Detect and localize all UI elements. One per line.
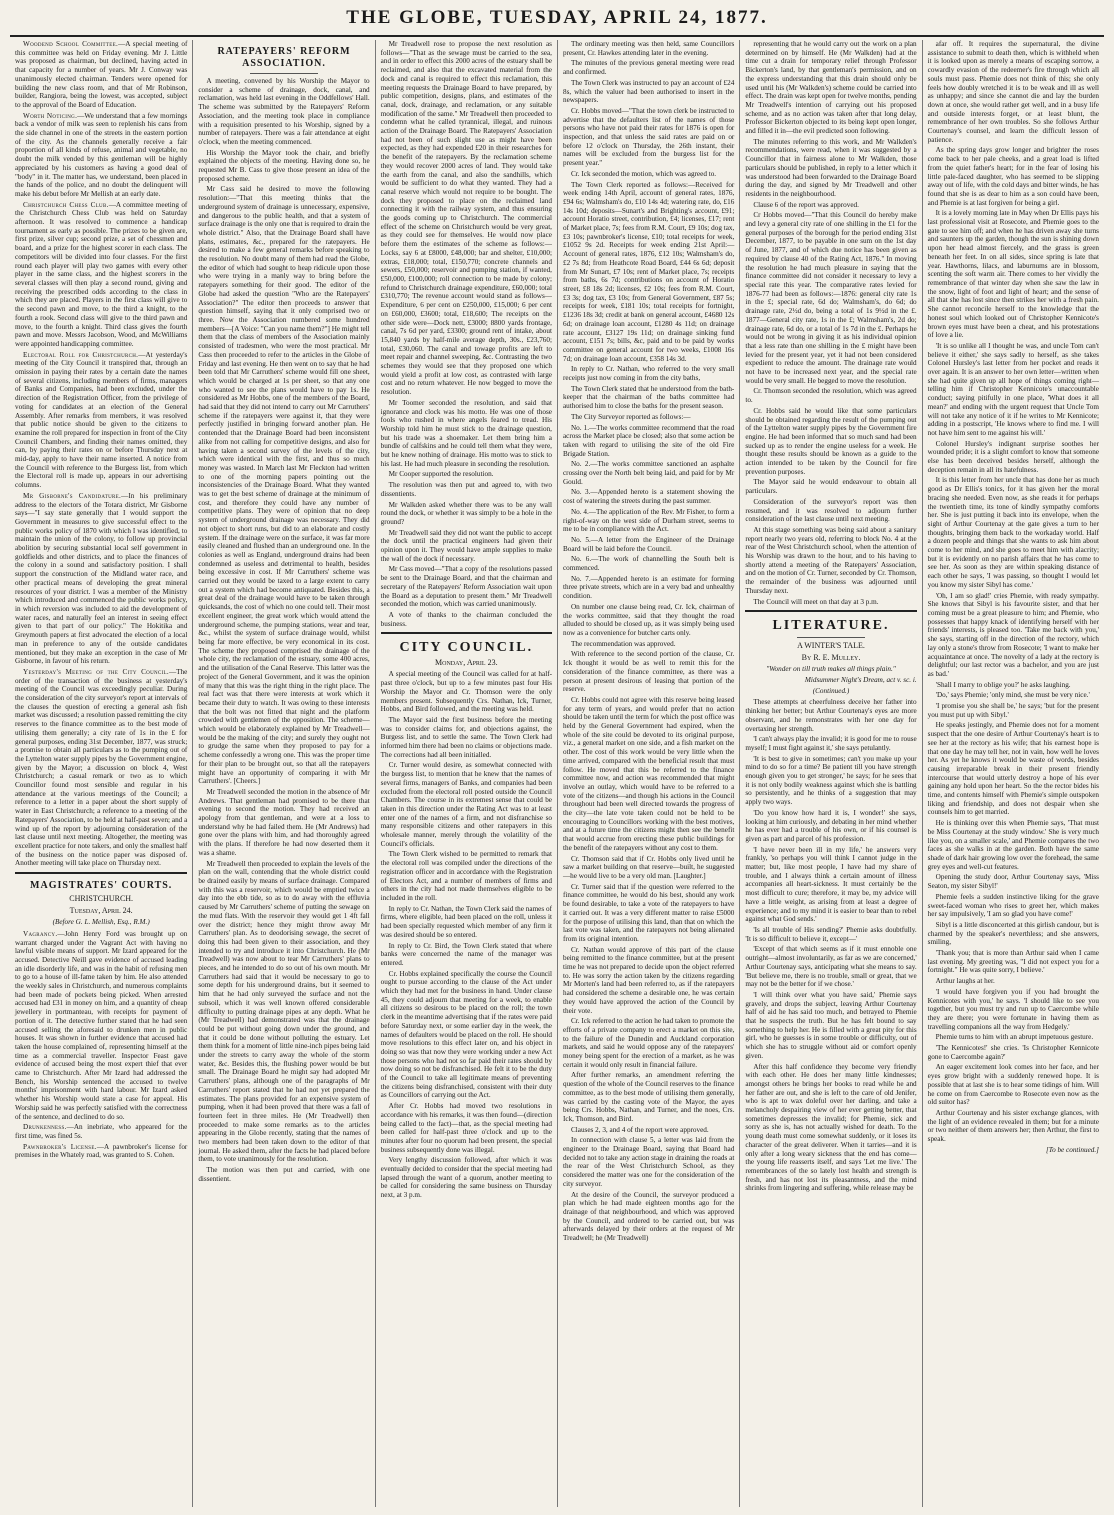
article-body: —John Henry Ford was brought up on warrant charged under the Vagrant Act with having no lawful visible means of support. Mr Izard appeared for the accused. Detective Neill gave evidence of accused leading an idle disorderly life, and was in the habit of refusing men to go to a house of ill-fame taken by him. He also attended the weekly sales in Christchurch, and numerous complaints had been made of pockets being picked. When arrested accused had £31 in money on him, and a quantity of cheap jewellery in portmanteau, with receipts for payment of portion of it. The detective further stated that he had seen accused selling the aforesaid to drunken men in public houses. It was shown in further evidence that accused had taken the house complained of, representing himself at the time as a commercial traveller. Inspector Feast gave evidence of accused being the most expert thief that ever came to Christchurch. After Mr Izard had addressed the Bench, his Worship sentenced the accused to twelve months' imprisonment with hard labour. Mr Izard asked whether his Worship would state a case for appeal. His Worship said he was perfectly satisfied with the correctness of the sentence, and declined to do so. bbox=[15, 929, 188, 1121]
paragraph: Cr. Hobbs moved—"That the town clerk be instructed to advertise that the defaulters list of the names of those persons who have not paid their rates for 1876 is open for inspection, and that unless the said rates are paid on or before 12 o'clock on Thursday, the 26th instant, their names will be excluded from the burgess list for the present year." bbox=[562, 106, 735, 168]
paragraph: Phemie feels a sudden instinctive liking for the grave sweet-faced woman who rises to greet her, which makes her say impulsively, 'I am so glad you have come!' bbox=[927, 892, 1099, 919]
article-drunkenness bbox=[15, 1123, 187, 1140]
masthead: THE GLOBE, TUESDAY, APRIL 24, 1877. bbox=[10, 6, 1104, 37]
paragraph: After this half confidence they become very friendly with each other. He does her many little kindnesses; amongst others he brings her books to read while he and her father are out, and she is left to the care of old Jenifer, who is apt to wax doleful over her darling, and take a melancholy despairing view of her ever getting better, that sometimes depresses the invalid; for Phemie, sick and sorry as she is, has not actually wished for death. To the young death must come somewhat suddenly, or it loses its character of the great deliverer. When it tarries—and it is only after a long weary sickness that the end has come—the young life reasserts itself, and says 'Let me live.' The remembrances of the so lately lost health and strength is fresh, and has not lost its pleasantness, and the mind shrinks from lingering and suffering, while release may be bbox=[745, 1062, 917, 1193]
article-gisborne bbox=[15, 492, 187, 666]
court-date: Tuesday, April 24. bbox=[69, 906, 133, 916]
paragraph: No. 1.—The works committee recommend that the road across the Market place be closed; also that some action be taken with regard to utilising the site of the old Fire Brigade Station. bbox=[562, 423, 735, 458]
paragraph: 'I have never been ill in my life,' he answers very frankly, 'so perhaps you will think I cannot judge in the matter; but, like most people, I have had my share of trouble, and I always think a certain amount of illness accompanies all heart-sickness. It must certainly be the most difficult to cure; therefore, it may be, my advice will have a little weight, as arising from at least a degree of experience; and to my mind it is easier to bear than to rebel against what God sends.' bbox=[745, 845, 917, 924]
article-city-council-meeting bbox=[15, 668, 187, 868]
paragraph: Cr. Hobbs could not agree with this reserve being leased for any term of years, and would prefer that no action should be taken until the term for which the post office was held by the General Government had expired, when the whole of the site could be devoted to its original purpose, viz., a general market on one side, and a fish market on the other. The cost of this work would be very little when the time arrived, compared with the beneficial result that must follow. He moved that this be referred to the finance committee now, and action was recommended that might involve an outlay, which would have to be referred to a vote of the citizens—and though his actions in the Council throughout had been well directed towards the progress of the city—the late vote taken could not be held to be encouraging to Councillors working with the best motives, and at a future time the citizens might then see the benefit that would accrue from erecting these public buildings for the benefit of the ratepayers without any cost to them. bbox=[562, 695, 735, 852]
article-lead: Christchurch Chess Club. bbox=[23, 200, 109, 209]
paragraph: A special meeting of the Council was called for at half-past three o'clock, but up to a few minutes past four His Worship the Mayor and Cr. Thomson were the only members present. Subsequently Crs. Nathan, Ick, Turner, Hobbs, and Bird followed, and the meeting was held. bbox=[380, 670, 552, 714]
paragraph: Opening the study door, Arthur Courtenay says, 'Miss Seaton, my sister Sibyl!' bbox=[927, 873, 1099, 891]
paragraph: Colonel Hursley's indignant surprise soothes her wounded pride; it is a slight comfort to know that someone else has been deceived besides herself, although the deception remain in all its hatefulness. bbox=[927, 439, 1099, 474]
paragraph: In reply to Cr. Nathan, who referred to the very small receipts just now coming in from the city baths, bbox=[562, 365, 735, 383]
paragraph: The recommendation was approved. bbox=[570, 639, 676, 648]
paragraph: Mr Cass said he desired to move the following resolution:—"That this meeting thinks that the underground system of drainage is unnecessary, expensive, and dangerous to the public health, and that a system of surface drainage is the only one that is required to drain the whole district." Also, that the Drainage Board shall have plans, estimates, &c., prepared for the ratepayers. He desired to make a few general remarks before speaking to the resolution. No doubt many of them had read the Globe, the editor of which had sought to heap ridicule upon those who were trying in a manly way to bring before the ratepayers something for their good. The editor of the Globe had asked the question "Who are the Ratepayers' Association?" The editor then proceeds to answer that question himself, saying that it only comprised two or three. Now the Association numbered some hundred members—[A Voice: "Can you name them?"] He might tell them that the class of members of the Association mainly consisted of tradesmen, who were the most practical. Mr Cass then proceeded to refer to the articles in the Globe of Friday and last evening. He then went on to say that he had been told that Mr Carruthers' scheme would fill one sheet, which would be charged at 1s per sheet, so that any one who wanted to see the plans would have to pay 1s. He considered as Mr Hobbs, one of the members of the Board, had said that they did not intend to carry out Mr Carruthers' scheme if the ratepayers were against it, that they were perfectly justified in bringing forward another plan. He contended that the Drainage Board had been inconsistent alike from not calling for competitive designs, and also for having taken a second survey of the levels of the city, which were identical with the first, and thus so much money was wasted. In March last Mr Fleckton had written to one of the morning papers pointing out the inconsistencies of the Drainage Board. What they wanted was to get the best scheme of drainage at the minimum of cost, and therefore they could have any number of competitive plans. They were of opinion that no deep system of underground drainage was necessary. They did not object to short runs, but did to an elaborate and costly system. If the drainage were on the surface, it was far more easily cleaned and flushed than an underground one. In the colonies as well as England, underground drains had been condemned as useless and detrimental to health, besides being excessive in cost. If Mr Carruthers' scheme was carried out they would be taxed to a large extent to carry out a system which had become antiquated. Besides this, a great deal of the drainage would have to be taken through quicksands, the cost of which no one could tell. Their most excellent engineer, the great work which would attend the underground scheme, the pumping stations, wear and tear, &c., whilst the system of surface drainage would, whilst being far more effective, be very economical in its cost. The scheme they proposed comprised the drainage of the whole city, the reclamation of the estuary, some 400 acres, and the utilisation of the Canal Reserve. This latter was the project of the General Government, and it was the opinion of many that this was the right thing in the right place. The real fact was that there were interests at work which it became their duty to watch. It was owing to these interests that the bolt was not fitted that night and the platform crowded with gentlemen of the opposition. The scheme—which would be elaborately explained by Mr Treadwell—would be the making of the city; and surely they ought not to grudge the same when they proposed to pay for a scheme confessedly a wrong one. This was the proper time for their plan to be brought out, so that all the ratepayers might have an opportunity of comparing it with Mr Carruthers'. [Cheers.] bbox=[198, 185, 370, 786]
article-worth-noticing bbox=[15, 112, 187, 199]
paragraph: No. 5.—A letter from the Engineer of the Drainage Board will be laid before the Council. bbox=[562, 535, 735, 553]
section-rule bbox=[745, 610, 916, 612]
paragraph: 'I would have forgiven you if you had brought the Kennicotes with you,' he says. 'I should like to see you together, but you must try and run up to Caercombe while they are there; you were fortunate in having them as travelling companions all the way from Hedgely.' bbox=[927, 987, 1099, 1031]
paragraph: 'Except of that which seems as if it must ennoble one outright—almost involuntarily, as far as we are concerned,' Arthur Courtenay says, anticipating what she means to say. 'But believe me, there is no trouble, small or great, that we may not be the better for if we chose.' bbox=[745, 945, 917, 989]
heading-ratepayers-reform: RATEPAYERS' REFORM ASSOCIATION. bbox=[217, 46, 351, 69]
article-body: —In his preliminary address to the electors of the Totara district, Mr Gisborne says—"I say state generally that I would support the Government in measures to give successful effect to the public works policy of 1870 with which I was identified, to maintain the union of the colony, to follow up provincial abolition by securing substantial local self government in goldfields and other districts, and to place the finances of the colony in a sound and satisfactory position. I shall support the construction of the Midland water race, and other practical means of developing the great mineral resources of your district. I was a member of the Ministry which introduced and commenced the public works policy, in which reversion was included to aid the development of water races, and naturally feel an interest in seeing effect given to that part of our policy." The Hokitika and Greymouth papers at first advocated the election of a local man in preference to any of the outside candidates mentioned, but they make an exception in the case of Mr Gisborne, in favour of his return. bbox=[15, 491, 188, 666]
article-lead: Mr Gisborne's Candidature. bbox=[23, 491, 122, 500]
article-body: —The order of the transaction of the business at yesterday's meeting of the Council was exceedingly peculiar. During the consideration of the city surveyor's report at intervals of the clauses the question of erecting a general ash fish market was discussed; a resolution passed remitting the city reserves to the finance committee as to the best mode of utilising them generally; a city rate of 1s in the £ for general purposes, ending 31st December, 1877, was struck; a promise to obtain all particulars as to the pumping out of the Lyttelton water supply pipes by the Government engine, given by the Mayor; a discussion on block 4, West Christchurch; a casual remark or two as to which Councillor found most sensible and regular in his attendance at the various meetings of the Council; a reference to a letter in a paper about the short supply of water in East Christchurch; a reference to a meeting of the Ratepayers' Association, to be held at half-past seven; and a wind up of the report by adjourning consideration of the last clause until next meeting. Altogether, the meeting was excellent practice for note takers, and only the smallest half of the business on the notice paper was disposed of. Another meeting will take place on Thursday next. bbox=[15, 667, 188, 868]
heading-rule bbox=[250, 73, 319, 74]
paragraph: After Cr. Hobbs had moved two resolutions in accordance with his remarks, it was then found—(direction being called to the fact)—that, as the special meeting had been called for half-past three o'clock and up to the minutes after four no quorum had been present, the special business subsequently done was illegal. bbox=[380, 1102, 552, 1154]
paragraph: A meeting, convened by his Worship the Mayor to consider a scheme of drainage, dock, canal, and reclamation, was held last evening in the Oddfellows' Hall. The scheme was submitted by the Ratepayers' Reform Association, and the meeting took place in compliance with a requisition presented to his Worship, signed by a number of ratepayers. There was a fair attendance at eight o'clock, when the meeting commenced. bbox=[198, 77, 370, 146]
columns bbox=[10, 40, 1104, 1507]
paragraph: The City Surveyor reported as follows:— bbox=[570, 412, 691, 421]
paragraph: Cr. Turner said that if the question were referred to the finance committee, he would do his best, should any work be found desirable, to take a vote of the ratepayers to have it carried out. It was a very different matter to raise £5000 for the purpose of utilising this land, than that on which the last vote was taken, and the ratepayers not being alienated from its original intention. bbox=[562, 882, 735, 943]
paragraph: After further remarks, an amendment referring the question of the whole of the Council reserves to the finance committee, as to the best mode of utilising them generally, was carried by the casting vote of the Mayor, the ayes being Crs. Hobbs, Nathan, and Turner, and the noes, Crs. Ick, Thomson, and Bird. bbox=[562, 1071, 735, 1123]
paragraph: representing that he would carry out the work on a plan determined on by himself. He (Mr Walkden) had at the time cut a drain for temporary relief through Professor Bickerton's land, by that gentleman's permission, and on the express understanding that this drain should only be used until his (Mr Walkden's) scheme could be carried into effect. The drain was kept open for twelve months, pending Mr Treadwell's intention of carrying out his proposed scheme, and as no action was taken after that long delay, Professor Bickerton objected to its being kept open longer, and filled it in—the evil predicted soon following. bbox=[745, 40, 917, 136]
paragraph: 'It is so unlike all I thought he was, and uncle Tom can't believe it either,' she says sadly to herself, as she takes Colonel Hursley's last letter from her pocket and reads it over again. It is an answer to her own letter—written when she had quite given up all hope of things coming right—telling him if Christopher Kennicote's unaccountable conduct; saying pitifully in one place, 'What does it all mean?' and ending with the urgent request that Uncle Tom will not take any notice of it if he writes to Mr Kennicote; adding in a postscript, 'He knows where to find me. I will not have him sent to me against his will.' bbox=[927, 341, 1099, 437]
paragraph: His Worship the Mayor took the chair, and briefly explained the objects of the meeting. Having done so, he requested Mr B. Cass to give those present an idea of the proposed scheme. bbox=[198, 148, 370, 183]
paragraph: No. 2.—The works committee sanctioned an asphalte crossing over the North belt being laid, and paid for by Mr Gould. bbox=[562, 460, 735, 486]
paragraph: Phemie turns to him with an abrupt impetuous gesture. bbox=[935, 1033, 1094, 1042]
article-lead: Electoral Roll for Christchurch. bbox=[23, 350, 139, 359]
article-body: —An inebriate, who appeared for the first time, was fined 5s. bbox=[15, 1123, 188, 1140]
story-title: A WINTER'S TALE. bbox=[797, 641, 865, 651]
article-lead: Pawnbroker's License. bbox=[23, 1142, 97, 1151]
paragraph: With reference to the second portion of the clause, Cr. Ick thought it would be as well to remit this for the consideration of the finance committee, as there was a person at present desirous of leasing that portion of the reserve. bbox=[562, 650, 735, 694]
paragraph: Cr. Thomson seconded the resolution, which was agreed to. bbox=[745, 387, 917, 405]
continued-note: (Continued.) bbox=[812, 686, 850, 695]
article-body: —A special meeting of this committee was held on Friday evening. Mr J. Little was proposed as chairman, but declined, having acted in that capacity for a number of years. Mr J. Conway was unanimously elected chairman. Tenders were opened for building the new class room, and that of Mr Robinson, builder, Rangiora, being the lowest, was accepted, subject to the approval of the Board of Education. bbox=[15, 40, 188, 109]
paragraph: 'Shall I marry to oblige you?' he asks laughing. bbox=[935, 680, 1071, 689]
column-1 bbox=[10, 40, 192, 1507]
paragraph: 'I will think over what you have said,' Phemie says gravely, and drops the subject, leaving Arthur Courtenay half of aid he has said too much, and betrayed to Phemie that he suspects the truth. But he has felt bound to say something to help her. He is filled with a great pity for this girl, who he guesses is in some trouble or difficulty, out of which she has to struggle without aid or comfort openly given. bbox=[745, 990, 917, 1060]
paragraph: Mr Treadwell seconded the motion in the absence of Mr Andrews. That gentleman had promised to be there that evening to second the motion. They had received an apology from that gentleman, and were at a loss to understand why he had failed them. He (Mr Andrews) had gone over the plans with him, and had thoroughly agreed with the plans. If therefore he had now deserted them it was a shame. bbox=[198, 787, 370, 857]
article-lead: Drunkenness. bbox=[23, 1123, 67, 1132]
paragraph: The resolution was then put and agreed to, with two dissentients. bbox=[380, 481, 552, 498]
paragraph: Mr Treadwell rose to propose the next resolution as follows—"That as the sewage must be carried to the sea, and in order to effect this 2000 acres of the estuary shall be reclaimed, and also that the excavated material from the dock and canal is required to effect this reclamation, this meeting requests the Drainage Board to have prepared, by public competition, designs, plans, and estimates of the canal, dock, drainage, and reclamation, or any suitable modification of the same." Mr Treadwell then proceeded to condemn what he called tyrannical, illegal, and ruinous action of the Drainage Board. The Ratepayers' Association had not been of such slight use as might have been expected, as they had expended £20 in their researches for the benefit of the ratepayers. By the reclamation scheme they would recover 2000 acres of land. They would take the earth from the canal, and also the sandhills, which would be sufficient to do what they wanted. They had a canal reserve which would not require to be bought. The dock they proposed to place on the reclaimed land connecting it with the railway system, and thus ensuring the goods coming up to Christchurch. The commercial effect of the scheme on Christchurch would be very great, as they could see for themselves. He would now place before them the estimates of the scheme as follows:—Locks, say 6 at £8000, £48,000; bar and shelter, £10,000; extras, £18,000; total, £150,770; concrete channels and sewers, £50,000; reservoir and pumping station, if wanted, £50,000, £100,000; roll connection to be made by colony; refund to Christchurch drainage expenditure, £60,000; total £310,770; The revenue account would stand as follows—Expenditure, 6 per cent on £250,000, £15,000; 6 per cent on £60,000, £3600; total, £18,600; The receipts on the other side were—Dock nett, £3000; 8800 yards frontage, canal, 7s 6d per yard, £3300; ground rent of intake, about 15,840 yards by half-mile average depth, 30s., £23,760; total, £30,060. The canal and towage profits are left to meet repair and channel sweeping, &c. Contrasting the two schemes they would see that they proposed one which would yield a profit at low cost, as contrasted with large cost and no return whatever. He now begged to move the resolution. bbox=[380, 40, 552, 397]
heading-magistrates-courts: MAGISTRATES' COURTS. bbox=[30, 880, 173, 892]
paragraph: Mr Cass moved—"That a copy of the resolutions passed be sent to the Drainage Board, and that the chairman and secretary of the Ratepayers' Reform Association wait upon the Board as a deputation to present them." Mr Treadwell seconded the motion, which was carried unanimously. bbox=[380, 565, 552, 609]
court-bench: (Before G. L. Mellish, Esq., R.M.) bbox=[52, 918, 150, 927]
paragraph: These attempts at cheerfulness deceive her father into thinking her better; but Arthur Courtenay's eyes are more observant, and he remonstrates with her one day for overtaxing her strength. bbox=[745, 698, 917, 733]
article-woodend-school bbox=[15, 40, 187, 110]
paragraph: The Town Clerk was instructed to pay an account of £24 8s, which the valuer had been authorised to insert in the newspapers. bbox=[562, 78, 735, 105]
to-be-continued: [To be continued.] bbox=[1045, 1145, 1099, 1154]
paragraph: Cr. Turner would desire, as somewhat connected with the burgess list, to mention that he knew that the names of several firms, managers of Banks, and companies had been excluded from the electoral roll posted outside the Council Chambers. The course in its extremest sense that could be taken in this direction under the Rating Act was to at least enter one of the names of a firm, and not disfranchise so many responsible citizens and other ratepayers in this wholesale manner, merely through the volatility of the Council's officials. bbox=[380, 761, 552, 848]
section-rule bbox=[15, 872, 187, 874]
paragraph: The Town Clerk stated that he understood from the bath-keeper that the chairman of the baths committee had authorised him to close the baths for the present season. bbox=[562, 384, 735, 411]
paragraph: No. 3.—Appended hereto is a statement showing the cost of watering the streets during the past summer. bbox=[562, 488, 735, 506]
paragraph: Mr Walkden asked whether there was to be any wall round the dock, or whether it was simply to be a hole in the ground? bbox=[380, 500, 552, 526]
paragraph: As the spring days grow longer and brighter the roses come back to her pale cheeks, and a great load is lifted from the quiet father's heart; for in the fear of losing his little pale-faced daughter, who has seemed to be slipping away out of life, with the cold days and bitter winds, he has found that she is as dear to him as a son could have been, and Phemie is at last forgiven for being a girl. bbox=[927, 146, 1099, 207]
paragraph: In reply to Cr. Nathan, the Town Clerk said the names of firms, where eligible, had been placed on the roll, unless it had been specially requested which member of any firm it was desired should be so entered. bbox=[380, 904, 552, 939]
subheading-christchurch: CHRISTCHURCH. bbox=[69, 894, 134, 904]
paragraph: Clause 6 of the report was approved. bbox=[753, 200, 859, 209]
column-2 bbox=[192, 40, 374, 1507]
paragraph: Cr. Ick referred to the action he had taken to promote the efforts of a private company to erect a market on this site, to the failure of the Dunedin and Auckland corporation markets, and said he would oppose any of the ratepayers' money being spent for the erection of a market, as he was certain it would only result in financial failure. bbox=[562, 1017, 735, 1069]
paragraph: The Mayor said the first business before the meeting was to consider claims for, and objections against, the Burgess list, and to settle the same. The Town Clerk had informed him there had been no claims or objections made. The corrections had all been initialled. bbox=[380, 715, 552, 759]
paragraph: He is thinking over this when Phemie says, 'That must be Miss Courtenay at the study window.' She is very much like you, on a smaller scale,' and Phemie compares the two faces as she walks in at the garden. Both have the same shade of dark hair growing low over the forehead, the same grey eyes and well-cut features. bbox=[927, 819, 1099, 871]
article-vagrancy bbox=[15, 930, 187, 1121]
paragraph: afar off. It requires the supernatural, the divine assistance to submit to death then, which is withheld when it is looked upon as merely a means of escaping sorrow, a cowardly evasion of the redeemer's fire through which all souls must pass. Phemie does not think of this; she only feels how doubly wretched it is to be weak and ill as well as unhappy; and since she cannot die and lay the burden down at once, she would rather get well, and in a busy life and outside interests forget, or at least blunt, the remembrance of her own troubles. So she follows Arthur Courtenay's counsel, and learn the difficult lesson of patience. bbox=[927, 40, 1099, 144]
article-chess-club bbox=[15, 201, 187, 349]
article-body: —A committee meeting of the Christchurch Chess Club was held on Saturday afternoon. It was resolved to commence a handicap tournament as early as possible. The prizes to be given are, first prize, silver cup; second prize, a set of chessmen and board, and a prize for the highest scorer in each class. The competitors will be divided into four classes. For the first round each player will play two games with every other player in the same class, and the highest scorers in the several classes will then play a second round, giving and receiving the prescribed odds according to the class in which they are placed. Players in the first class will give to the second pawn and move, to the third a knight, to the fourth a rook. Second class will give to the third pawn and move, to the fourth a knight. Third class gives the fourth pawn and move. Messrs Jacobson, Wood, and McWilliams were appointed handicapping committee. bbox=[15, 200, 188, 348]
column-6 bbox=[922, 40, 1104, 1507]
paragraph: The Town Clerk wished to be permitted to remark that the electoral roll was compiled under the directions of the registration officer and in accordance with the Registration of Electors Act, and a number of members of firms and others in the city had not made themselves eligible to be included in the roll. bbox=[380, 850, 552, 902]
paragraph: The Mayor said he would endeavour to obtain all particulars. bbox=[745, 478, 917, 496]
paragraph: 'It is best to give in sometimes; can't you make up your mind to do so for a time? Be patient till you have strength enough given you to get stronger,' he says; for he sees that it is not only bodily weakness against which she is battling so persistently, and he thinks of a suggestion that may apply two ways. bbox=[745, 754, 917, 807]
paragraph: 'I promise you she shall be,' he says; 'but for the present you must put up with Sibyl.' bbox=[927, 702, 1099, 719]
column-3 bbox=[375, 40, 557, 1507]
paragraph: Cr. Thomson said that if Cr. Hobbs only lived until he saw a market building on that reserve—built, he suggested—he would live to be a very old man. [Laughter.] bbox=[562, 854, 735, 880]
paragraph: In reply to Cr. Bird, the Town Clerk stated that where banks were concerned the name of the manager was entered. bbox=[380, 941, 552, 967]
paragraph: Cr Hobbs moved—"That this Council do hereby make and levy a general city rate of one shilling in the £1 for the general purposes of the borough for the period ending 31st December, 1877, to be payable in one sum on the 1st day of June, 1877, and of which due notice has been given as required by clause 40 of the Rating Act, 1876." In moving the resolution he had much pleasure in saying that the finance committee did not consider it necessary to levy a special rate this year. The comparative rates levied for 1876-77 had been as follows:—1876: general city rate 1s in the £; special rate, 6d do; Walmsham's, do 6d; do drainage rate, 2½d do, being a total of 1s 9½d in the £. 1877—General city rate, 1s in the £; Walmsham's, 2d do; drainage rate, 6d do, or a total of 1s 7d in the £. Perhaps he would not be wrong in giving it as his individual opinion that a less rate than one shilling in the £ might have been levied for the present year, yet it had not been considered expedient to reduce the amount. The drainage rate would not have to be increased next year, and the special rate would be very small. He begged to move the resolution. bbox=[745, 211, 917, 385]
article-lead: Worth Noticing. bbox=[23, 111, 78, 120]
column-4 bbox=[557, 40, 739, 1507]
paragraph: Arthur Courtenay and his sister exchange glances, with the light of an evidence revealed in them; but for a minute or two neither of them answers her; then Arthur, the first to speak. bbox=[927, 1108, 1099, 1144]
paragraph: A vote of thanks to the chairman concluded the business. bbox=[380, 611, 552, 628]
paragraph: Cr. Hobbs explained specifically the course the Council ought to pursue according to the clause of the Act under which they had met for the business in hand. Under clause 45, they could adjourn that meeting for a week, to enable all citizens so desirous to be placed on the roll; the town clerk in the meantime advertising that if the rates were paid before Saturday next, or some earlier day in the week, the names of defaulters would be placed on the roll. He should move resolutions to this effect later on, and his object in doing so was that now they were working under a new Act those persons who had not so far paid their rates should by now doing so not be disfranchised. He felt it to be the duty of the Council to take all legitimate means of preventing the citizens being disfranchised, consistent with their duty as Councillors of carrying out the Act. bbox=[380, 969, 552, 1100]
paragraph: Sibyl is a little disconcerted at this girlish candour, but is charmed by the speaker's neverthless; and she answers, smiling, bbox=[927, 920, 1099, 947]
paragraph: At the desire of the Council, the surveyor produced a plan which he had made eighteen months ago for the drainage of that neighbourhood, and which was approved by the Council, and ordered to be carried out, but was afterwards delayed by their orders at the request of Mr Treadwell; he (Mr Treadwell) bbox=[562, 1190, 735, 1243]
story-byline: By R. E. Mulley. bbox=[801, 653, 861, 663]
paragraph: 'Do,' says Phemie; 'only mind, she must be very nice.' bbox=[935, 691, 1090, 700]
paragraph: In connection with clause 5, a letter was laid from the engineer to the Drainage Board, saying that Board had decided not to take any action stage in draining the roads at the rear of the West Christchurch School, as they considered the matter was one for the consideration of the city surveyor. bbox=[562, 1136, 735, 1188]
epigraph-source: Midsummer Night's Dream, act v. sc. i. bbox=[804, 676, 917, 684]
article-body: —A pawnbroker's license for premises in the Whately road, was granted to S. Cohen. bbox=[15, 1142, 188, 1160]
paragraph: No. 4.—The application of the Rev. Mr Fisher, to form a right-of-way on the west side of Durham street, seems to me to be in compliance with the Act. bbox=[562, 507, 735, 534]
paragraph: Mr Treadwell said they did not want the public to accept the dock until the practical engineers had given their opinion upon it. They would have ample supplies to make the wall of the dock if necessary. bbox=[380, 528, 552, 563]
paragraph: It is a lovely morning late in May when Dr Ellis pays his last professional visit at Rosecote, and Phemie goes to the gate to see him off; and when he has driven away she turns and saunters up the garden, though the sun is shining down upon her head almost fiercely, and the grass is green beneath her feet. In on all sides, since spring is late that year. Hawthorns, lilacs, and laburnums are in blossom, scenting the soft warm air. There comes to her vividly the remembrance of that winter day when she saw the law in the snow, light of foot and light of heart; and the sense of all that she has lost since then strikes her with a fresh pain. She cannot reconcile herself to the knowledge that the honest soul which looked out of Christopher Kennicote's brown eyes must have been a cheat, and his protestations of love a lie. bbox=[927, 209, 1099, 340]
article-lead: Vagrancy. bbox=[23, 929, 58, 938]
paragraph: Consideration of the surveyor's report was then resumed, and it was resolved to adjourn further consideration of the last clause until next meeting. bbox=[745, 497, 917, 524]
paragraph: Clauses 2, 3, and 4 of the report were approved. bbox=[570, 1125, 709, 1134]
story-epigraph: "Wonder on till truth makes all things plain." bbox=[766, 665, 896, 674]
paragraph: 'I can't always play the invalid; it is good for me to rouse myself; I must fight against it,' she says petulantly. bbox=[745, 735, 917, 752]
article-lead: Woodend School Committee. bbox=[23, 40, 119, 48]
paragraph: He speaks jestingly, and Phemie does not for a moment suspect that the one desire of Arthur Courtenay's heart is to see her at the rectory as his wife; that his earnest hope is that one day he may tell her, not in vain, how well he loves her. As yet he knows it would be waste of words, besides causing irreparable break in their present friendly intercourse that would utterly destroy a hope of his ever gaining any hold upon her heart. So the the rector bides his time, and contents himself with Phemie's simple outspoken liking and friendship, and does not despair when she counsels him to get married. bbox=[927, 721, 1099, 817]
article-body: —We understand that a few mornings back a vendor of milk was seen to replenish his cans from the side channel in one of the streets in the eastern portion of the city. As the channels generally receive a fair proportion of all kinds of refuse, animal and vegetable, no doubt the milk vended by this gentleman will be highly appreciated by his customers as having a good deal of "body" in it. The matter has, we understand, been placed in the hands of the police, and no doubt the delinquent will make his debut before Mr Mellish at an early date. bbox=[15, 111, 188, 198]
paragraph: Mr Cooper supported the resolution. bbox=[388, 470, 494, 479]
paragraph: It is this letter from her uncle that has done her as much good as Dr Ellis's tonics, for it has given her the moral bracing she needed. Even now, as she reads it for perhaps the twentieth time, its tone of kindly sympathy comforts her. She is just putting it back into its envelope, when the sight of Arthur Courtenay at the gate gives a turn to her thoughts, bringing them back to the workaday world. Half a dozen people and things that she wants to ask him about come to her mind, and she goes to meet him with alacrity; but it is evidently on no parish affairs that he has come to see her. As soon as they are within speaking distance of each other he says, 'I was passing, so thought I would let you know my sister Sibyl has come.' bbox=[927, 476, 1099, 589]
paragraph: Arthur laughs at her. bbox=[935, 977, 995, 986]
paragraph: Mr Treadwell then proceeded to explain the levels of the plan on the wall, contending that the whole district could be drained easily by means of surface drainage. Compared with this was a reservoir, which would be emptied twice a day into the ebb tide, so as to do away with the effluvia caused by Mr Carruthers' scheme of putting the sewage on the mud flats. With the reservoir they would get 1 4ft fall over the district; hence they might throw away Mr Carruthers' plan. As to deodorising sewage, the secret of doing this had been given to their association, and they intended to try and introduce it into Christchurch. He (Mr Treadwell) was now about to tear Mr Carruthers' plans to pieces, and he intended to do so out of his own mouth. Mr Carruthers had said that it would be necessary to go to some depth for his underground drains, but it seemed to him that he had only surveyed the surface and not the subsoil, which it was well known offered considerable difficulty to putting drainage pipes at any depth. What he (Mr Treadwell) had demonstrated was that the drainage could be put without going down under the ground, and that it could be done without polluting the estuary. Let them think for a moment of little nine-inch pipes being laid under the streets to carry away the whole of the storm water, &c. Besides this, the flushing power would be but small. The Drainage Board he might say had adopted Mr Carruthers' plans, although one of the paragraphs of Mr Carruthers' report stated that he had not yet prepared the estimates. The plans provided for an expensive system of pumping, when it had been proved that there was a fall of fourteen feet in three miles. He (Mr Treadwell) then proceeded to make some remarks as to the articles appearing in the Globe recently, stating that the names of two members had been taken down to the editor of that journal. He asked them, after the facts he had placed before them, to vote unanimously for the resolution. bbox=[198, 859, 370, 1164]
paragraph: The minutes referring to this work, and Mr Walkden's recommendations, were read, when it was suggested by a Councillor that in fairness alone to Mr Walkden, those particulars should be published, in reply to a letter which it was understood had been forwarded to the Drainage Board during the day, and signed by Mr Treadwell and other residents in the neighbourhood. bbox=[745, 137, 917, 198]
paragraph: 'The Kennicotes!' she cries. 'Is Christopher Kennicote gone to Caercombe again?' bbox=[927, 1044, 1099, 1061]
article-pawnbroker bbox=[15, 1143, 187, 1160]
paragraph: No. 6.—The work of channelling the South belt is commenced. bbox=[562, 555, 735, 573]
paragraph: 'Thank you; that is more than Arthur said when I came last evening. My greeting was, "I did not expect you for a fortnight." He was quite sorry, I believe.' bbox=[927, 949, 1099, 975]
article-body: —At yesterday's meeting of the City Council it transpired that, through an omission in paying their rates by a certain date the names of several citizens, including members of firms, managers of Banks and Companies, had been excluded, under the direction of the Registration Officer, from the privilege of voting for candidates at an election of the General Assembly. After remarks from members, it was resolved that public notice should be given to the citizens to examine the roll prepared for inspection in front of the City Council Chambers, and finding their names omitted, they can, by paying their rates on or before Thursday next at mid-day, apply to have their name inserted. A notice from the Council with reference to the Burgess list, from which the Electoral roll is made up, appears in our advertising columns. bbox=[15, 350, 188, 490]
heading-city-council: CITY COUNCIL. bbox=[399, 640, 534, 656]
paragraph: An eager excitement look comes into her face, and her eyes grow bright with a suddenly renewed hope. It is possible that at last she is to hear some tidings of him. Will he come on from Caercombe to Rosecote even now as the old suitor has? bbox=[927, 1063, 1099, 1107]
paragraph: 'Oh, I am so glad!' cries Phemie, with ready sympathy. She knows that Sibyl is his favourite sister, and that her coming must be a great pleasure to him; and Phemie, who possesses that happy knack of identifying herself with her friends' interests, is pleased too. 'Take me back with you,' she says, starting off in the direction of the rectory, which lay only a stone's throw from Rosecote; 'I want to make her acquaintance at once. The novelty of a lady at the rectory is delightful; our last rector was a bachelor, and you are just as bad.' bbox=[927, 591, 1099, 678]
paragraph: At this stage something was being said about a sanitary report nearly two years old, referring to block No. 4 at the rear of the West Christchurch school, when the attention of his Worship was drawn to the hour, and to his having to shortly attend a meeting of the Ratepayers' Association, and on the motion of Cr. Turner, seconded by Cr. Thomson, the remainder of the business was adjourned until Thursday next. bbox=[745, 525, 917, 595]
paragraph: The motion was then put and carried, with one dissentient. bbox=[198, 1166, 370, 1183]
paragraph: Cr. Nathan would approve of this part of the clause being remitted to the finance committee, but at the present time he was not prepared to decide upon the object referred to. He was sorry the action taken by the citizens regarding Mr Morten's land had been referred to, as if the ratepayers had considered the scheme a desirable one, he was certain they would have approved the action of the Council by their vote. bbox=[562, 945, 735, 1015]
column-5 bbox=[739, 40, 921, 1507]
paragraph: The Town Clerk reported as follows:—Received for week ending 14th April, account of general rates, 1876, £94 6s; Walmsham's do, £10 14s 4d; watering rate, do, £16 14s 10d; deposits—Sunart's and Brighting's account, £91; account Horatio street, contribution, £4; licenses, £17; rent of Market place, 7s; fees from R.M. Court, £9 10s; dog tax, £3 10s; pawnbroker's license, £10; total receipts for week, £1052 9s 2d. Receipts for week ending 21st April:—Account of general rates, 1876, £12 10s; Walmsham's do, £2 7s 8d; from Heathcote Road Board, £44 6s 6d; deposit from Mr Sunart, £7 10s; rent of Market place, 7s; receipts from baths, 6s 7d; contributions on account of Horatio street, £8 18s 2d; licenses, £2 10s; fees from R.M. Court, £3 3s; dog tax, £3 10s; from General Government, £87 5s; receipts for week, £181 10s; total receipts for fortnight, £1236 18s 3d; credit at bank on general account, £4680 12s 6d; on drainage loan account, £1280 4s 11d; on drainage rate account, £3127 19s 11d; on drainage sinking fund account, £151 7s; bills, &c, paid and to be paid by works committee on general account for two weeks, £1008 16s 7d; on drainage loan account, £358 14s 3d. bbox=[562, 180, 735, 363]
heading-rule bbox=[797, 637, 866, 638]
article-electoral-roll bbox=[15, 351, 187, 490]
council-date: Monday, April 23. bbox=[435, 658, 498, 668]
paragraph: Cr. Ick seconded the motion, which was agreed to. bbox=[570, 169, 717, 178]
paragraph: The ordinary meeting was then held, same Councillors present, Cr. Hawkes attending later in the evening. bbox=[562, 40, 735, 57]
paragraph: No. 7.—Appended hereto is an estimate for forming three private streets, which are in a very bad and unhealthy condition. bbox=[562, 574, 735, 601]
paragraph: Cr. Hobbs said he would like that some particulars should be obtained regarding the result of the pumping out of the Lyttelton water supply pipes by the Government fire engine. He had been informed that so much sand had been sucked up as to render the engine useless for a week. He thought these results should be known as a guide to the action intended to be taken by the Council for fire prevention purposes. bbox=[745, 406, 917, 476]
paragraph: The minutes of the previous general meeting were read and confirmed. bbox=[562, 59, 735, 77]
heading-literature: LITERATURE. bbox=[772, 618, 890, 634]
paragraph: 'Do you know how hard it is, I wonder!' she says, looking at him curiously, and debating in her mind whether he has ever had a trouble of his own, or if his counsel is given as part and parcel of his profession. bbox=[745, 808, 917, 843]
paragraph: Very lengthy discussion followed, after which it was eventually decided to consider that the special meeting had lapsed through the want of a quorum, another meeting to be called for considering the same business on Thursday next, at 3 p.m. bbox=[380, 1156, 552, 1200]
article-lead: Yesterday's Meeting of the City Council. bbox=[23, 667, 169, 676]
paragraph: Mr Toomer seconded the resolution, and said that ignorance and clock was his motto. He was one of those fools who rushed in where angels feared to tread. His Worship told him he must stick to the drainage question, but his trade was a shoemaker. Let them bring him a bundle of calfskins and he could tell them what they were, but he knew nothing of drainage. His motto was to stick to his last. He had much pleasure in seconding the resolution. bbox=[380, 398, 552, 468]
paragraph: The Council will meet on that day at 3 p.m. bbox=[753, 597, 879, 606]
section-rule bbox=[381, 632, 552, 634]
paragraph: On number one clause being read, Cr. Ick, chairman of the works committee, said that they thought the road alluded to should be closed up, as it was simply being used now as a convenience for butcher carts only. bbox=[562, 602, 735, 637]
paragraph: 'Is all trouble of His sending?' Phemie asks doubtfully. 'It is so difficult to believe it, except—' bbox=[745, 925, 917, 943]
